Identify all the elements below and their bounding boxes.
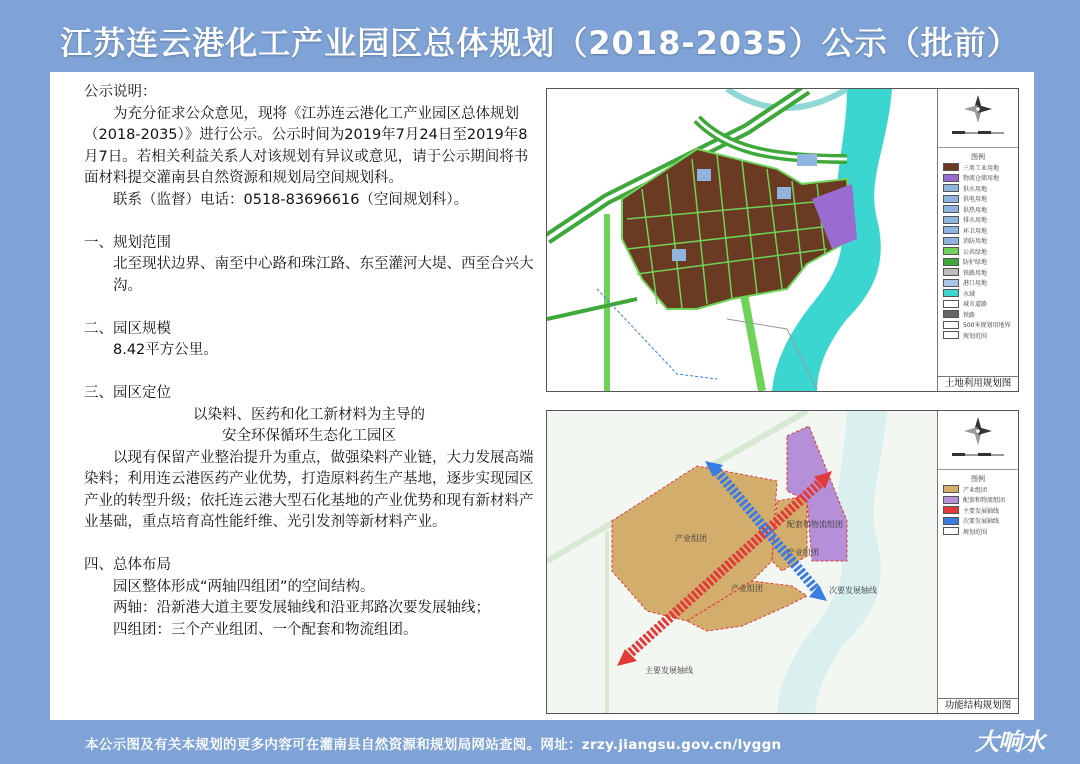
legend-swatch — [943, 184, 959, 192]
legend-swatch — [943, 485, 959, 493]
legend-item — [938, 183, 1018, 194]
legend-swatch — [943, 331, 959, 339]
legend-item — [938, 204, 1018, 215]
legend-swatch — [943, 268, 959, 276]
legend-label: 环卫用地 — [963, 227, 988, 235]
position-line1: 以染料、医药和化工新材料为主导的 — [193, 406, 425, 423]
notice-body: 为充分征求公众意见，现将《江苏连云港化工产业园区总体规划（2018-2035）》进行公示。公示时间为2019年7月24日至2019年8月7日。若相关利益关系人对该规划有异议或意见，请于公示期间将书面材料提交灌南县自然资源和规划局空间规划科。 — [84, 105, 529, 186]
legend-label: 供电用地 — [963, 196, 988, 204]
legend-label: 次要发展轴线 — [963, 518, 1000, 526]
notice-heading: 公示说明： — [84, 84, 157, 100]
legend-label: 三类工业用地 — [963, 164, 1000, 172]
scope-body: 北至现状边界、南至中心路和珠江路、东至灌河大堤、西至合兴大沟。 — [113, 256, 534, 294]
scale-body: 8.42平方公里。 — [113, 342, 218, 358]
cluster-label-1: 产业组团 — [675, 534, 707, 543]
notice-panel — [50, 72, 1034, 720]
notice-contact: 联系（监督）电话：0518-83696616（空间规划科）。 — [113, 191, 469, 208]
legend-swatch — [943, 527, 959, 535]
legend-swatch — [943, 321, 959, 329]
legend-label: 规划范围 — [963, 332, 988, 340]
legend-item — [938, 330, 1018, 341]
sub-axis-label: 次要发展轴线 — [829, 586, 877, 595]
legend-item — [938, 526, 1018, 537]
legend-label: 供热用地 — [963, 206, 988, 214]
legend-label: 港口用地 — [963, 280, 988, 288]
legend-title: 图例 — [971, 475, 985, 483]
legend-item — [938, 495, 1018, 506]
legend-item — [938, 173, 1018, 184]
legend-swatch — [943, 237, 959, 245]
legend-item — [938, 484, 1018, 495]
land-use-legend — [937, 89, 1018, 391]
legend-label: 公共绿地 — [963, 248, 988, 256]
position-body: 以现有保留产业整治提升为重点，做强染料产业链，大力发展高端染料；利用连云港医药产业优势，打造原料药生产基地，逐步实现园区产业的转型升级；依托连云港大型石化基地的产业优势和现有新材料产业基础，重点培育高性能纤维、光引发剂等新材料产业。 — [84, 449, 534, 530]
legend-swatch — [943, 310, 959, 318]
layout-body3: 四组团：三个产业组团、一个配套和物流组团。 — [113, 621, 418, 638]
legend-item — [938, 516, 1018, 527]
legend-swatch — [943, 174, 959, 182]
layout-body1: 园区整体形成“两轴四组团”的空间结构。 — [113, 578, 375, 595]
legend-swatch — [943, 205, 959, 213]
legend-item — [938, 299, 1018, 310]
scale-heading: 二、园区规模 — [84, 320, 171, 337]
layout-body2: 两轴：沿新港大道主要发展轴线和沿亚邦路次要发展轴线； — [113, 600, 490, 616]
legend-item — [938, 215, 1018, 226]
legend-label: 产业组团 — [963, 486, 988, 494]
footer-note: 本公示图及有关本规划的更多内容可在灌南县自然资源和规划局网站查阅。网址：zrzy.jiangsu.gov.cn/lyggn — [85, 737, 782, 753]
legend-label: 铁路用地 — [963, 269, 988, 277]
legend-label: 500米规划用地界 — [963, 322, 1011, 330]
legend-item — [938, 194, 1018, 205]
legend-label: 铁路 — [963, 311, 976, 319]
legend-label: 城市道路 — [963, 301, 988, 309]
legend-swatch — [943, 496, 959, 504]
legend-swatch — [943, 195, 959, 203]
legend-label: 水域 — [963, 290, 976, 298]
layout-heading: 四、总体布局 — [84, 557, 171, 573]
legend-label: 排水用地 — [963, 217, 988, 225]
legend-label: 规划范围 — [963, 528, 988, 536]
legend-item — [938, 505, 1018, 516]
legend-label: 主要发展轴线 — [963, 507, 1000, 515]
notice-text — [84, 82, 534, 641]
compass-icon — [938, 411, 1018, 470]
legend-swatch — [943, 226, 959, 234]
legend-item — [938, 225, 1018, 236]
legend-item — [938, 320, 1018, 331]
legend-swatch — [943, 289, 959, 297]
legend-item — [938, 309, 1018, 320]
land-use-map — [546, 88, 1019, 392]
land-use-caption: 土地利用规划图 — [938, 376, 1018, 391]
legend-label: 供水用地 — [963, 185, 988, 193]
legend-label: 配套和物流组团 — [963, 497, 1006, 505]
compass-icon — [938, 89, 1018, 148]
legend-swatch — [943, 163, 959, 171]
legend-item — [938, 257, 1018, 268]
cluster-label-3: 产业组团 — [731, 584, 763, 593]
legend-item — [938, 278, 1018, 289]
legend-label: 防护绿地 — [963, 259, 988, 267]
position-heading: 三、园区定位 — [84, 385, 171, 401]
legend-swatch — [943, 247, 959, 255]
legend-swatch — [943, 279, 959, 287]
watermark-logo: 大响水 — [975, 728, 1044, 756]
position-line2: 安全环保循环生态化工园区 — [222, 428, 396, 444]
legend-item — [938, 246, 1018, 257]
legend-label: 消防用地 — [963, 238, 988, 246]
function-structure-map — [546, 410, 1019, 714]
cluster-label-2: 产业组团 — [787, 548, 819, 557]
legend-swatch — [943, 300, 959, 308]
legend-swatch — [943, 216, 959, 224]
main-axis-label: 主要发展轴线 — [645, 666, 693, 675]
legend-swatch — [943, 517, 959, 525]
scope-heading: 一、规划范围 — [84, 234, 171, 251]
legend-swatch — [943, 506, 959, 514]
function-structure-legend — [937, 411, 1018, 713]
legend-item — [938, 236, 1018, 247]
function-structure-caption: 功能结构规划图 — [938, 698, 1018, 713]
legend-item — [938, 288, 1018, 299]
legend-label: 物流仓储用地 — [963, 175, 1000, 183]
logistics-label: 配套和物流组团 — [787, 520, 843, 529]
legend-item — [938, 162, 1018, 173]
legend-swatch — [943, 258, 959, 266]
page-title: 江苏连云港化工产业园区总体规划（2018-2035）公示（批前） — [60, 24, 1020, 62]
legend-title: 图例 — [971, 153, 985, 161]
legend-item — [938, 267, 1018, 278]
